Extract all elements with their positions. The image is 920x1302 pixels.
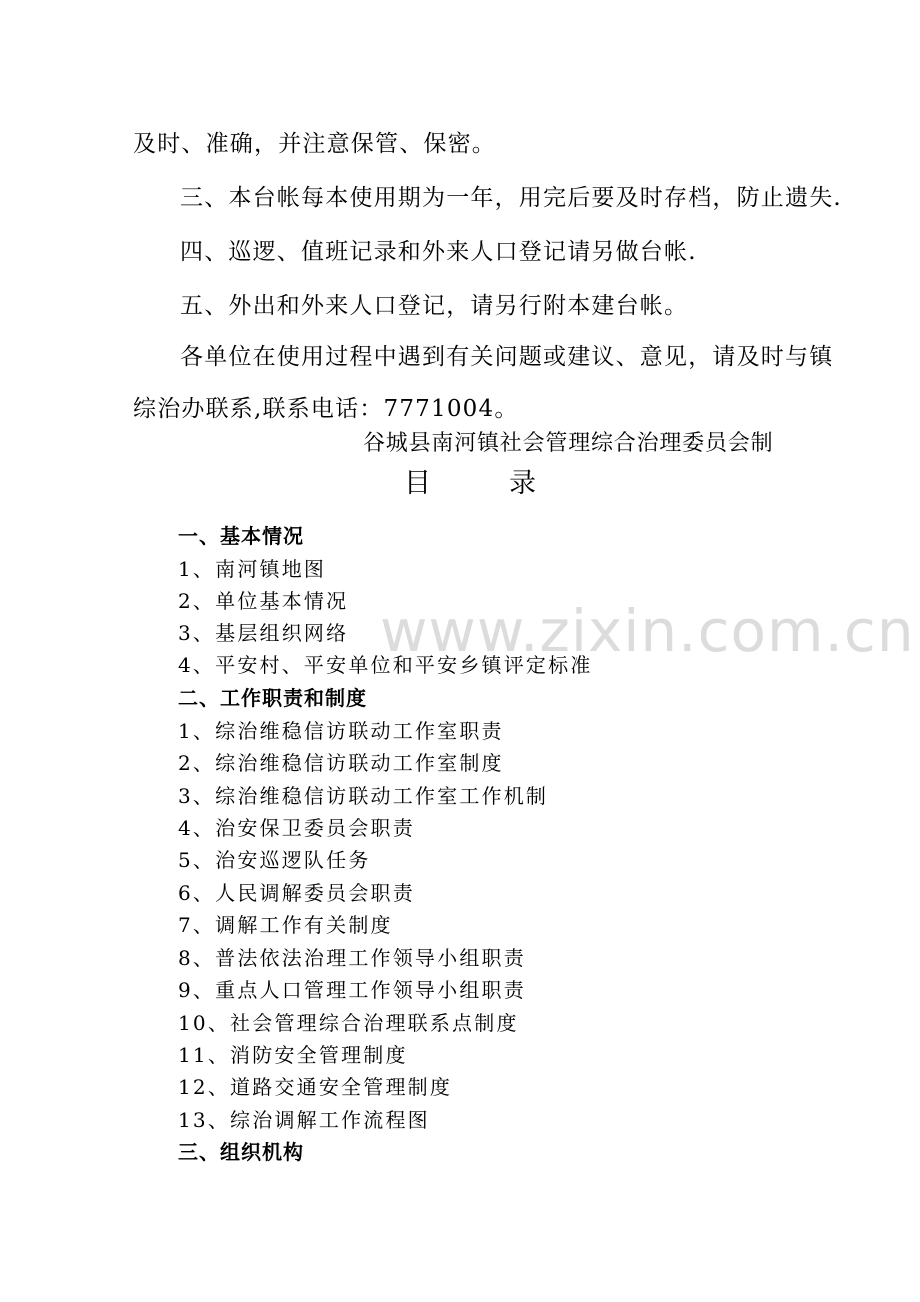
paragraph-line: 及时、准确，并注意保管、保密。 <box>133 131 496 157</box>
toc-item: 4、治安保卫委员会职责 <box>178 816 415 840</box>
toc-title <box>404 470 536 497</box>
toc-item: 13、综治调解工作流程图 <box>178 1108 430 1132</box>
toc-item: 3、综治维稳信访联动工作室工作机制 <box>178 784 549 808</box>
paragraph-line: 五、外出和外来人口登记，请另行附本建台帐。 <box>180 293 689 319</box>
toc-item: 3、基层组织网络 <box>178 621 349 645</box>
watermark: www.zixin.com.cn <box>380 597 915 665</box>
paragraph-line: 各单位在使用过程中遇到有关问题或建议、意见，请及时与镇 <box>180 344 834 370</box>
toc-item: 10、社会管理综合治理联系点制度 <box>178 1011 519 1035</box>
toc-title-right: 录 <box>509 468 536 499</box>
paragraph-line: 四、巡逻、值班记录和外来人口登记请另做台帐. <box>180 239 697 265</box>
toc-item: 11、消防安全管理制度 <box>178 1043 408 1067</box>
toc-item: 5、治安巡逻队任务 <box>178 848 371 872</box>
toc-title-left: 目 <box>404 468 431 499</box>
paragraph-line: 综治办联系,联系电话：7771004。 <box>133 396 519 422</box>
toc-item: 7、调解工作有关制度 <box>178 913 393 937</box>
toc-item: 1、综治维稳信访联动工作室职责 <box>178 719 504 743</box>
toc-item: 12、道路交通安全管理制度 <box>178 1075 453 1099</box>
toc-item: 9、重点人口管理工作领导小组职责 <box>178 978 526 1002</box>
issuer-signature: 谷城县南河镇社会管理综合治理委员会制 <box>363 431 774 456</box>
toc-item: 4、平安村、平安单位和平安乡镇评定标准 <box>178 653 593 677</box>
toc-section-heading: 二、工作职责和制度 <box>178 686 367 710</box>
toc-item: 2、综治维稳信访联动工作室制度 <box>178 751 504 775</box>
paragraph-line: 三、本台帐每本使用期为一年，用完后要及时存档，防止遗失. <box>180 185 842 211</box>
toc-item: 6、人民调解委员会职责 <box>178 881 415 905</box>
toc-item: 1、南河镇地图 <box>178 557 327 581</box>
toc-item: 2、单位基本情况 <box>178 589 349 613</box>
toc-section-heading: 一、基本情况 <box>178 524 304 548</box>
toc-item: 8、普法依法治理工作领导小组职责 <box>178 946 526 970</box>
toc-section-heading: 三、组织机构 <box>178 1140 304 1164</box>
